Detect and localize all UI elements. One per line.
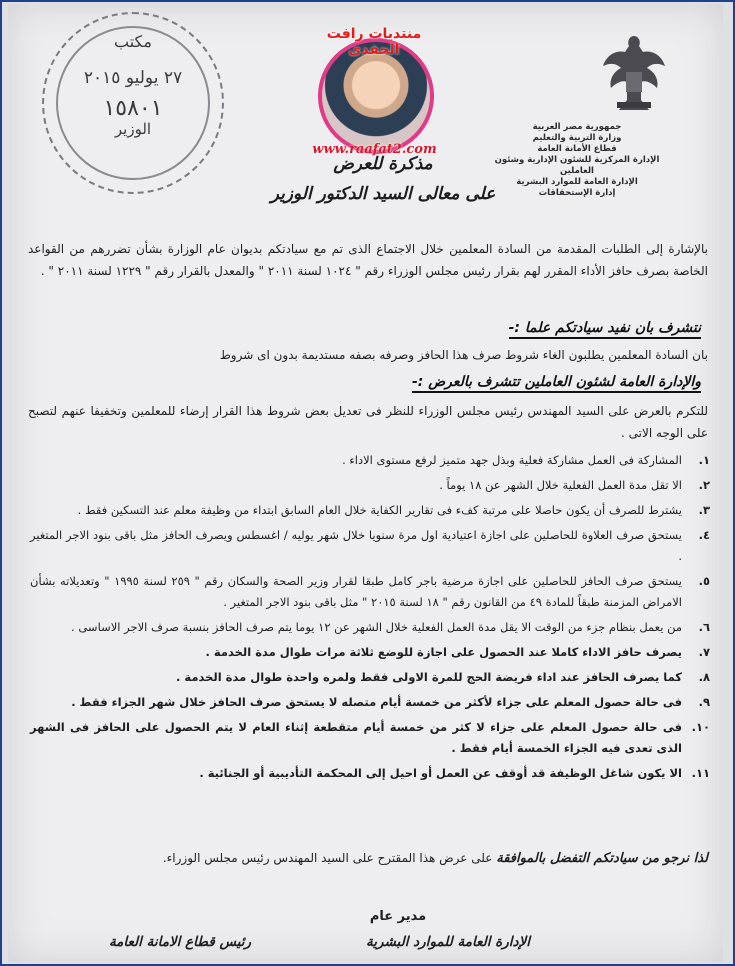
heading-presentation [412,374,701,390]
list-item: ٢. الا تقل مدة العمل الفعلية خلال الشهر عن ١٨ يوماً . [439,478,710,492]
list-item: ٧. يصرف حافز الاداء كاملا عند الحصول على اجازة للوضع ثلاثة مرات طوال مدة الخدمة . [205,645,710,659]
ministry-line: إدارة الإستحقاقات [538,188,616,198]
ministry-line: قطاع الأمانة العامة [537,144,617,154]
stamp-office: مكتب [114,32,152,51]
ministry-line: وزارة التربية والتعليم [532,133,622,143]
stamp-date: ٢٧ يوليو ٢٠١٥ [83,68,183,88]
list-item: ٨. كما يصرف الحافز عند اداء فريضة الحج للمرة الاولى فقط ولمره واحدة طوال مدة الخدمة . [176,670,710,684]
list-item: ٥. يستحق صرف الحافز للحاصلين على اجازة مرضية باجر كامل طبقا لقرار وزير الصحة والسكان رقم " ٢٥٩ لسنة ١٩٩٥ " وتعديلاته بشأن الامراض المزمنة طبقاً للمادة ٤٩ من القانون رقم " ١٨ لسنة ٢٠١٥ " مثل باقى بنود الاجر المتغير . [30,574,710,609]
heading-presentation-text: والإدارة العامة لشئون العاملين تتشرف بالعرض :- [412,374,701,393]
list-item: ١. المشاركة فى العمل مشاركة فعلية وبذل جهد متميز لرفع مستوى الاداء . [342,453,710,467]
heading-notice [509,320,701,336]
list-item: ٩. فى حالة حصول المعلم على جزاء لأكثر من خمسة أيام متصله لا يستحق صرف الحافز خلال شهر الجزاء فقط . [71,695,710,709]
ministry-line: الإدارة العامة للموارد البشرية [516,177,638,187]
watermark-title: منتديات رافت الحفدى [326,26,422,58]
heading-notice-text: نتشرف بان نفيد سيادتكم علما :- [509,320,701,339]
conditions-list [30,450,710,788]
signature-hr-department: الإدارة العامة للموارد البشرية [366,934,530,950]
list-item: ١١. الا يكون شاغل الوظيفة قد أوقف عن العمل أو احيل إلى المحكمة التأديبية أو الجنائية . [199,766,710,780]
stamp-title: الوزير [114,120,152,138]
list-item: ٦. من يعمل بنظام جزء من الوقت الا يقل مدة العمل الفعلية خلال الشهر عن ١٢ يوما يتم صرف الحافز بنسبة صرف الاجر الاساسى . [71,620,710,634]
notice-paragraph: بان السادة المعلمين يطلبون الغاء شروط صرف هذا الحافز وصرفه بصفه مستديمة بدون اى شروط [219,348,708,362]
closing-lead: لذا نرجو من سيادتكم التفضل بالموافقة [496,851,708,866]
intro-paragraph: بالإشارة إلى الطلبات المقدمة من السادة المعلمين خلال الاجتماع الذى تم مع سيادتكم بديوان عام الوزارة بشأن تضررهم من القواعد الخاصة بصرف حافز الأداء المقرر لهم بقرار رئيس مجلس الوزراء رقم " ١٠٢٤ لسنة ٢٠١١ " والمعدل بالقرار رقم " ١٢٢٩ لسنة ٢٠١١ " . [28,242,708,278]
stamp-number: ١٥٨٠١ [103,96,163,121]
closing-rest: على عرض هذا المقترح على السيد المهندس رئيس مجلس الوزراء. [162,851,493,865]
ministry-line: الإدارة المركزية للشئون الإدارية وشئون العاملين [494,155,660,176]
document-page [8,4,723,962]
watermark-logo [310,26,437,157]
list-item: ١٠. فى حالة حصول المعلم على جزاء لا كثر من خمسة أيام متقطعة إثناء العام لا يتم الحصول على الحافز فى الشهر الذى تعدى فيه الجزاء الخمسة أيام فقط . [30,720,710,755]
watermark-url: www.raafat2.com [312,142,437,157]
list-item: ٣. يشترط للصرف أن يكون حاصلا على مرتبة كفء فى تقارير الكفاية خلال العام السابق ابتداء من وظيفة معلم عند التسكين فقط . [77,503,710,517]
presentation-paragraph: للتكرم بالعرض على السيد المهندس رئيس مجلس الوزراء للنظر فى تعديل بعض شروط هذا القرار إرضاء للمعلمين وتخفيفا عنهم لتصبح على الوجه الاتى . [28,404,708,440]
closing-paragraph [28,846,708,871]
signature-title: مدير عام [369,909,427,924]
ministry-line: جمهورية مصر العربية [532,122,622,132]
list-item: ٤. يستحق صرف العلاوة للحاصلين على اجازة اعتيادية اول مرة سنويا خلال شهر يوليه / اغسطس ويصرف الحافز مثل باقى بنود الاجر المتغير . [30,528,710,563]
office-stamp [42,12,224,194]
memo-recipient: على معالى السيد الدكتور الوزير [270,184,496,204]
eagle-emblem-icon [599,32,669,114]
signature-general-secretariat: رئيس قطاع الامانة العامة [108,934,252,950]
memo-title: مذكرة للعرض [333,154,433,174]
